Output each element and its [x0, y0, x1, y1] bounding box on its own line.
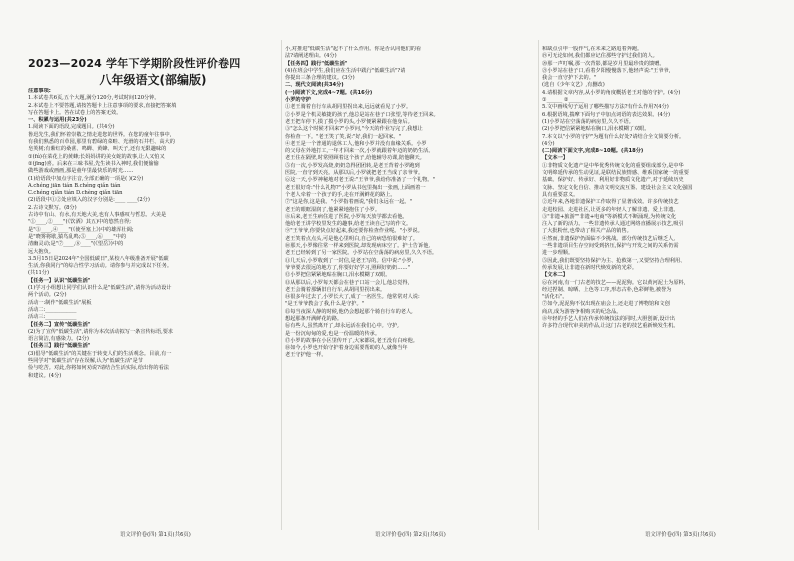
text-line: ①(fú)在菜花上的黄蜂;长妈妈讲的美女蛇的故事,让人又怕又	[28, 153, 165, 160]
text-line: ①______ ②______	[542, 97, 585, 104]
text-line: (1)学习小组想让同学们认识什么是"低碳生活",请你为活动设计	[28, 285, 172, 292]
text-line: 文明绵延传承的生动见证,是联结民族情感、维系国家统一的重要	[542, 170, 689, 177]
text-line: (选自《少年文艺》,有删改)	[542, 82, 605, 89]
text-line: (1)给语段中加点字注音,全部正确的一项是( )(2分)	[28, 175, 144, 182]
text-line: ⑯有些人,虽然离开了,却永远活在我们心中。守护,	[285, 323, 399, 330]
text-line: 和建议。(4分)	[28, 372, 62, 379]
text-line: ⑥这一天,小罗神秘地对老王说:"王爷爷,我给你准备了一个礼物。"	[285, 177, 435, 184]
text-line: 想起那条开满鲜花的路。	[285, 315, 343, 322]
text-line: 许多符合现代审美的作品,让这门古老的技艺重新焕发生机。	[542, 323, 679, 330]
text-line: 1.阅读下面的语段,完成题目。(共4分)	[28, 124, 115, 131]
text-line: 活动一:制作"低碳生活"展板	[28, 299, 92, 306]
text-line: ⑮每当夜深人静的时候,他仍会想起那个骑自行车的老人,	[285, 308, 413, 315]
page-column-1	[28, 88, 278, 526]
text-line: 是"③____,④____"(《使至塞上》)中的雄浑壮阔;	[28, 226, 134, 233]
text-line: (二)阅读下面文字,完成8~10题。(共18分)	[542, 148, 644, 155]
text-line: 语言简洁,有感染力。(2分)	[28, 336, 89, 343]
text-line: ⑨"王爷爷,你要快点好起来,我还要你检查作业呢。"小罗说。	[285, 228, 423, 235]
text-line: ④然而,非遗保护仍面临不少挑战。部分传统技艺后继乏人,	[542, 235, 675, 242]
text-line: 【任务四】践行"低碳生活"	[285, 60, 348, 67]
text-line: 一些非遗项目生存空间受到挤压,保护与开发之间的关系仍需	[542, 243, 679, 250]
text-line: 法?请阐述理由。(4分)	[285, 53, 337, 60]
text-line: ①非物质文化遗产是中华优秀传统文化的重要组成部分,是中华	[542, 162, 684, 169]
text-line: (共11分)	[28, 270, 50, 277]
text-line: ⑤有一次,小罗发高烧,奶奶急得团团转,是老王背着小罗跑到	[285, 162, 420, 169]
text-line: 做些游戏或画画,那是童年里最快乐的时光……	[28, 168, 134, 175]
text-line: 你提出三条合理的建议。(3分)	[285, 75, 355, 82]
text-line: 二、现代文阅读(共34分)	[285, 82, 344, 89]
text-line: 俭与吃苦。对此,你将如何劝说?请结合生活实际,给出你的看法	[28, 365, 169, 372]
text-line: ③"怎么这个时候才回来?"小罗问,"今天的作业写完了,我想让	[285, 126, 423, 133]
text-line: 老王笑着点点头,可是他心里明白,自己的病恐怕很难好了。	[285, 235, 418, 242]
text-line: ⑪几天后,小罗收到了一封信,是老王写的。信中说:"小罗,	[285, 257, 414, 264]
text-line: 老王住在隔壁,时常照顾着这个孩子,给他辅导功课,陪他聊天。	[285, 155, 425, 162]
text-line: ④老王是一个普通的退休工人,他和小罗并没有血缘关系。小罗	[285, 140, 427, 147]
text-line: 注入了新的活力。一些非遗传承人通过网络直播展示技艺,吸引	[542, 221, 684, 228]
text-line: A.chéng jiān tián B.chéng qiǎn tián	[28, 182, 121, 189]
text-line: 个老人牵着一个孩子的手,走在开满鲜花的路上。	[285, 191, 396, 198]
text-line: ②小罗是个机灵敏捷的孩子,他总是站在巷子口张望,等待老王回来。	[285, 111, 439, 118]
text-line: ②近年来,各地非遗保护工作取得了显著成效。许多传统技艺	[542, 199, 679, 206]
text-line: 老王已经转到了另一家医院。小罗站在空荡荡的病房里,久久不语。	[285, 250, 438, 257]
text-line: 具有重要意义。	[542, 191, 579, 198]
text-line: ③"非遗+旅游""非遗+电商"等新模式不断涌现,为传统文化	[542, 213, 677, 220]
text-line: 远大抱负。	[28, 248, 54, 255]
text-line: 7.本文以"小罗的守护"为题有什么好处?请结合全文简要分析。	[542, 133, 685, 140]
text-line: (4分)	[542, 140, 555, 147]
text-line: 我会一直守护下去的。"	[542, 75, 597, 82]
text-line: 小罗的守护	[285, 97, 311, 104]
text-line: 一、积累与运用(共23分)	[28, 117, 87, 124]
text-line: 2.古诗文默写。(8分)	[28, 204, 77, 211]
text-line: 5.文中画线句子运用了哪些描写方法?有什么作用?(4分)	[542, 104, 669, 111]
text-line: 清幽灵动;是"⑦____,⑧____"(《望岳》)中的	[28, 241, 124, 248]
text-line: (一)阅读下文,完成4~7题。(共16分)	[285, 89, 373, 96]
text-line: "是王爷爷教会了我,什么是守护。"	[285, 301, 365, 308]
text-line: ⑩那天,小罗像往常一样来到医院,却发现病床空了。护士告诉他,	[285, 243, 431, 250]
text-line: ⑲可无论如何,我们都应记住那些守护过我们的人。	[542, 53, 658, 60]
text-line: ⑬从那以后,小罗每天都会在巷子口站一会儿,他总觉得,	[285, 279, 410, 286]
text-line: ⑦如今,泥泥狗不仅出现在庙会上,还走进了博物馆和文创	[542, 301, 670, 308]
text-line: 爷爷要去很远的地方了,你要好好学习,照顾好奶奶……"	[285, 264, 410, 271]
text-line: 传承发展,让非遗在新时代焕发新的光彩。	[542, 264, 638, 271]
text-line: 古诗中有山、有水,有天地大美,也有人事感叹与哲思。大美是	[28, 212, 167, 219]
page-footer-3: 语文评价卷(四) 第3页(共6页)	[645, 532, 716, 538]
text-line: (2)小罗把信紧紧地贴在胸口,泪水模糊了双眼。	[542, 126, 650, 133]
text-line: (4)在班会中学生,我们应在生活中践行"低碳生活"?请	[285, 67, 406, 74]
text-line: 老王很好奇:"什么礼物?"小罗从书包里掏出一张画,上面画着一	[285, 184, 426, 191]
text-line: ⑥在河南,有一门古老的技艺——泥泥狗。它以黄河泥土为原料,	[542, 279, 686, 286]
text-line: 注意事项:	[28, 88, 51, 94]
text-line: ⑳那一声叮嘱,那一次背影,都是岁月里最珍贵的馈赠。	[542, 60, 665, 67]
text-line: 老王把车停下,摸了摸小罗的头,小罗便紧紧跟在他身后。	[285, 118, 413, 125]
text-line: 些同学对"低碳生活"存在误解,认为"低碳生活"是节	[28, 357, 143, 364]
text-line: ⑭很多年过去了,小罗长大了,成了一名医生。他常常对人说:	[285, 294, 420, 301]
text-line: 【任务三】践行"低碳生活"	[28, 343, 91, 350]
text-line: 写在答题卡上。答在试卷上的答案无效。	[28, 109, 122, 116]
text-line: ⑦"这是你,这是我。"小罗指着画说,"我们永远在一起。"	[285, 199, 412, 206]
text-line: 【文本一】	[542, 155, 568, 162]
text-line: (2)为了宣传"低碳生活",请你为本次活动拟写一条宣传标语,要求	[28, 328, 174, 335]
text-line: ⑧后来,老王生病住进了医院,小罗每天放学都去看他。	[285, 213, 408, 220]
text-line: 生活,你我同行"的综合性学习活动。请你参与并完成以下任务。	[28, 263, 173, 270]
text-line: 4.请根据文章内容,从小罗的角度概括老王对他的守护。(4分)	[542, 89, 681, 96]
text-line: 小,对推进"低碳生活"起不了什么作用。你是否认同他们的看	[285, 46, 422, 52]
text-line: 你检查一下。"老王笑了笑,说:"好,我们一起回家。"	[285, 133, 401, 140]
text-line: ⑧年轻的手艺人们在传承传统技法的同时,大胆创新,设计出	[542, 315, 675, 322]
text-line: 两个活动。(2分)	[28, 292, 67, 299]
page-column-2	[285, 46, 535, 524]
text-line: 经过捏制、晾晒、上色等工序,形态古朴,色彩鲜艳,被誉为	[542, 286, 672, 293]
exam-subtitle: 八年级语文(部编版)	[99, 73, 207, 87]
text-line: 是"晓雾将歇,猿鸟乱鸣;⑤____,⑥____"中的	[28, 233, 127, 240]
text-line: ②(jīng)喜。后来在三味书屋,先生读书入神时,我们便偷偷	[28, 160, 159, 167]
text-line: 有我们熟悉的百草园,那里有碧绿的菜畦、光滑的石井栏、高大的	[28, 139, 175, 146]
text-line: 了大批粉丝,也带动了相关产品的销售。	[542, 228, 632, 235]
text-line: C.chéng qiǎn tián D.chèng qiǎn tiān	[28, 190, 123, 197]
column-divider	[538, 40, 539, 530]
text-line: 活动三:____________	[28, 314, 77, 321]
page-footer-1: 语文评价卷(四) 第1页(共6页)	[120, 532, 191, 538]
text-line: (1)小罗站在空荡荡的病房里,久久不语。	[542, 118, 634, 125]
text-line: ⑫小罗把信紧紧地贴在胸口,泪水模糊了双眼。	[285, 272, 391, 279]
text-line: (2)语段中①②处应填入的汉字分别是:____ ____(2分)	[28, 197, 150, 204]
text-line: 【文本二】	[542, 272, 568, 279]
text-line: "活化石"。	[542, 294, 568, 301]
text-line: 3.5月15日是2024年"全国低碳日",某校八年级准备开展"低碳	[28, 255, 169, 262]
text-line: 皂荚树;有紫红的桑葚、鸣蝉、黄蜂、叫天子,还有无限趣味的	[28, 146, 167, 153]
text-line: 2.本试卷上不要答题,请按答题卡上注意事项的要求,直接把答案填	[28, 102, 177, 109]
text-line: 和缺点引申一股作气,在未来之路追着奔跑。	[542, 46, 643, 52]
text-line: ⑤因此,我们既要坚持保护为主、抢救第一,又要坚持合理利用、	[542, 257, 686, 264]
page-footer-2: 语文评价卷(四) 第2页(共6页)	[375, 532, 446, 538]
text-line: (3)倡导"低碳生活"的关键在于转变人们的生活观念。目前,有一	[28, 350, 172, 357]
text-line: ⑰小罗的故事在小区里传开了,大家都说,老王没有白疼他。	[285, 337, 418, 344]
text-line: 老王的眼眶湿润了,他紧紧地抱住了小罗。	[285, 206, 381, 213]
text-line: 进一步理顺。	[542, 250, 574, 257]
text-line: ⑱如今,小罗也开始守护着身边需要帮助的人,就像当年	[285, 345, 408, 352]
text-line: 1.本试卷共6页,五个大题,满分120分,考试时间120分钟。	[28, 95, 160, 102]
text-line: 走进校园、走进社区,让更多的年轻人了解非遗、爱上非遗。	[542, 206, 679, 213]
text-line: 他给老王讲学校里发生的趣事,给老王读自己写的作文。	[285, 221, 412, 228]
text-line: 商店,成为游客争相购买的纪念品。	[542, 308, 622, 315]
text-line: 【任务二】宣传"低碳生活"	[28, 321, 91, 328]
text-line: 【任务一】认识"低碳生活"	[28, 277, 91, 284]
text-line: 老王会骑着那辆旧自行车,从胡同里拐出来。	[285, 286, 386, 293]
exam-title: 2023—2024 学年下学期阶段性评价卷四	[28, 57, 241, 70]
text-line: 活动二:____________	[28, 306, 77, 313]
text-line: 是一份沉甸甸的爱,也是一份温暖的传承。	[285, 330, 381, 337]
text-line: 6.根据语境,揣摩下面句子中加点词语的表达效果。(4分)	[542, 111, 671, 118]
text-line: 鲁迅先生,我们怀着崇敬之情走进您的世界。在您的童年往事中,	[28, 131, 172, 138]
text-line: "①____,②____"(《饮酒》其五)中的悠然自得;	[28, 219, 131, 226]
text-line: ㉑小罗站在巷子口,看着夕阳慢慢落下,他轻声说:"王爷爷,	[542, 67, 671, 74]
text-line: 基础。保护好、传承好、利用好非物质文化遗产,对于延续历史	[542, 177, 684, 184]
text-line: 文脉、坚定文化自信、推动文明交流互鉴、建设社会主义文化强国	[542, 184, 693, 191]
text-line: 医院,一直守到天亮。从那以后,小罗就把老王当成了亲爷爷。	[285, 170, 424, 177]
text-line: ①老王骑着自行车从胡同里拐出来,远远就看见了小罗。	[285, 104, 412, 111]
column-divider	[281, 40, 282, 530]
text-line: 老王守护他一样。	[285, 352, 327, 359]
text-line: 的父母在外地打工,一年才回来一次,小罗就跟着年迈的奶奶生活。	[285, 148, 434, 155]
page-column-3	[542, 46, 792, 524]
